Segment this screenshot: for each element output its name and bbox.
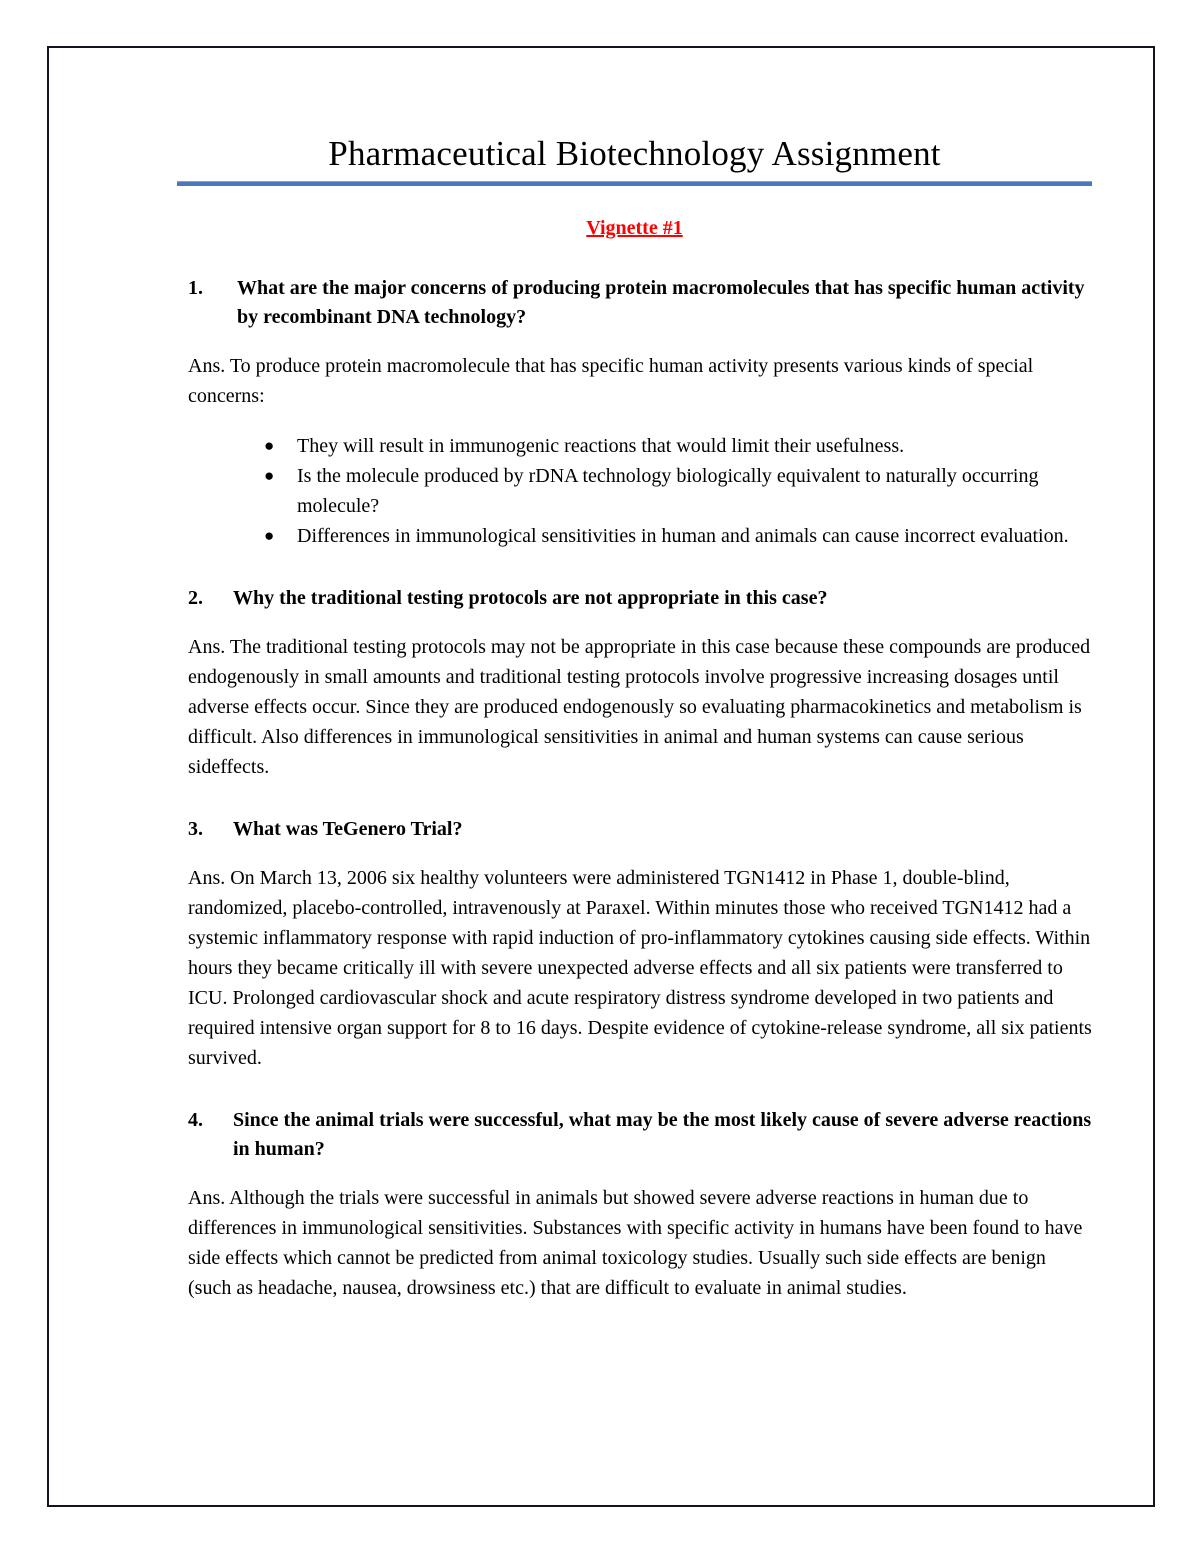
list-item-text: Differences in immunological sensitivities in human and animals can cause incorrect evaluation. [297, 525, 1069, 548]
section-heading [177, 217, 1092, 240]
list-item [264, 431, 1092, 461]
answer-1-bullet-list [177, 431, 1092, 551]
question-4-text: Since the animal trials were successful, what may be the most likely cause of severe adverse reactions in human? [233, 1109, 1092, 1161]
answer-1: Ans. To produce protein macromolecule that has specific human activity presents various kinds of special concerns: [188, 355, 1034, 408]
question-3-number: 3. [188, 818, 203, 841]
question-1-number: 1. [188, 277, 203, 300]
answer-3: Ans. On March 13, 2006 six healthy volunteers were administered TGN1412 in Phase 1, double-blind, randomized, placebo-controlled, intravenously at Paraxel. Within minutes those who received TGN1412 had a systemic inflammatory response with rapid induction of pro-inflammatory cytokines causing side effects. Within hours they became critically ill with severe unexpected adverse effects and all six patients were transferred to ICU. Prolonged cardiovascular shock and acute respiratory distress syndrome developed in two patients and required intensive organ support for 8 to 16 days. Despite evidence of cytokine-release syndrome, all six patients survived. [188, 867, 1092, 1070]
bullet-icon: ● [264, 436, 275, 456]
bullet-icon: ● [264, 526, 275, 546]
question-3-text: What was TeGenero Trial? [233, 818, 463, 841]
answer-2: Ans. The traditional testing protocols may not be appropriate in this case because these compounds are produced endogenously in small amounts and traditional testing protocols involve progressive increasing dosages until adverse effects occur. Since they are produced endogenously so evaluating pharmacokinetics and metabolism is difficult. Also differences in immunological sensitivities in animal and human systems can cause serious sideffects. [188, 636, 1091, 779]
qa-block-4 [177, 1106, 1092, 1303]
answer-4: Ans. Although the trials were successful in animals but showed severe adverse reactions in human due to differences in immunological sensitivities. Substances with specific activity in humans have been found to have side effects which cannot be predicted from animal toxicology studies. Usually such side effects are benign (such as headache, nausea, drowsiness etc.) that are difficult to evaluate in animal studies. [188, 1187, 1083, 1300]
list-item-text: Is the molecule produced by rDNA technology biologically equivalent to naturally occurring molecule? [297, 465, 1039, 518]
qa-block-1 [177, 274, 1092, 551]
question-4-number: 4. [188, 1109, 203, 1132]
list-item-text: They will result in immunogenic reactions that would limit their usefulness. [297, 435, 905, 458]
question-1-text: What are the major concerns of producing protein macromolecules that has specific human activity by recombinant DNA technology? [237, 277, 1085, 329]
qa-block-3 [177, 815, 1092, 1073]
question-2-number: 2. [188, 587, 203, 610]
page-title: Pharmaceutical Biotechnology Assignment [328, 134, 941, 173]
bullet-icon: ● [264, 466, 275, 486]
list-item [264, 521, 1092, 551]
question-1 [177, 274, 1092, 332]
list-item [264, 461, 1092, 521]
title-divider-rule [177, 181, 1092, 186]
document-body [177, 133, 1092, 1303]
qa-block-2 [177, 584, 1092, 782]
page-border [47, 46, 1155, 1507]
question-3 [177, 815, 1092, 844]
question-2-text: Why the traditional testing protocols are not appropriate in this case? [233, 587, 828, 610]
section-heading-text: Vignette #1 [586, 217, 683, 240]
question-4 [177, 1106, 1092, 1164]
question-2 [177, 584, 1092, 613]
